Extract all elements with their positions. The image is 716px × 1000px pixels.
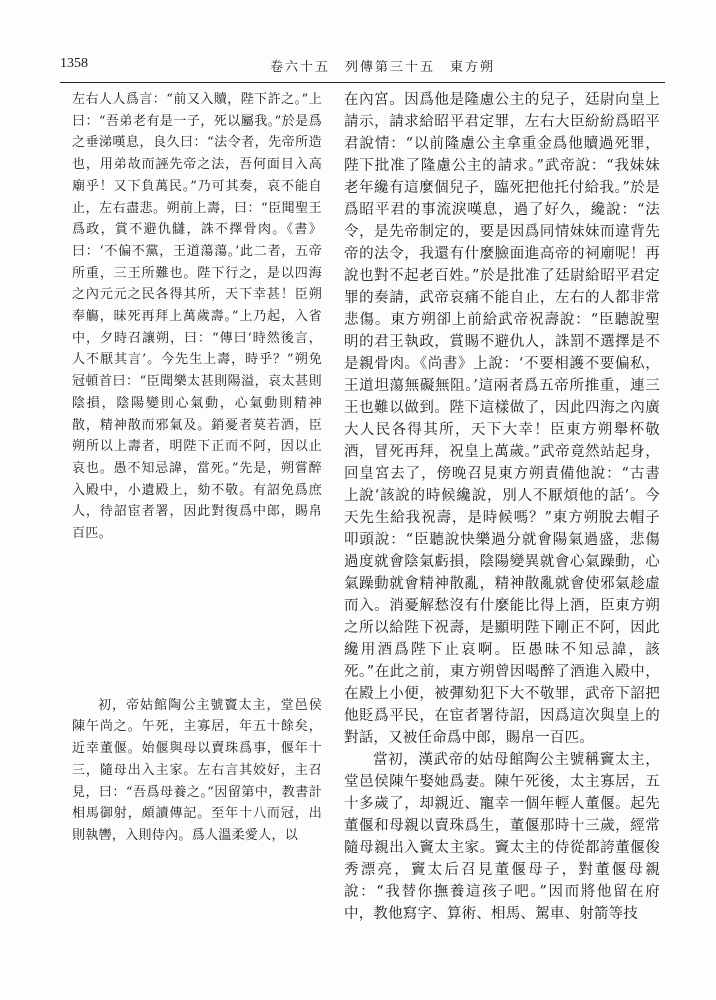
translation-paragraph: 當初，漢武帝的姑母館陶公主號稱竇太主，堂邑侯陳午娶她爲妻。陳午死後，太主寡居，五十多歲了，却親近、寵幸一個年輕人董偃。起先董偃和母親以賣珠爲生，董偃那時十三歲，經常隨母親出入竇太主家。竇太主的侍從都誇董偃俊秀漂亮，竇太后召見董偃母子，對董偃母親說：“我替你撫養這孩子吧。”因而將他留在府中，教他寫字、算術、相馬、駕車、射箭等技 — [344, 752, 660, 922]
classical-paragraph: 初，帝姑館陶公主號竇太主，堂邑侯陳午尚之。午死，主寡居，年五十餘矣，近幸董偃。始偃與母以賣珠爲事，偃年十三，隨母出入主家。左右言其姣好，主召見，曰：“吾爲母養之。”因留第中，教書計相馬御射，頗讀傳記。至年十八而冠，出則執轡，入則侍內。爲人溫柔愛人，以 — [72, 697, 322, 843]
classical-text-column — [72, 89, 322, 847]
translation-paragraph: 在內宮。因爲他是隆慮公主的兒子，廷尉向皇上請示，請求給昭平君定罪，左右大臣紛紛爲昭平君說情：“以前隆慮公主拿重金爲他贖過死罪，陛下批准了隆慮公主的請求。”武帝說：“我妹妹老年纔有這麼個兒子，臨死把他托付給我。”於是爲昭平君的事流淚嘆息，過了好久，纔說：“法令，是先帝制定的，要是因爲同情妹妹而違背先帝的法令，我還有什麼臉面進高帝的祠廟呢！再說也對不起老百姓。”於是批准了廷尉給昭平君定罪的奏請，武帝哀痛不能自止，左右的人都非常悲傷。東方朔卻上前給武帝祝壽說：“臣聽說聖明的君王執政，賞賜不避仇人，誅罰不選擇是不是親骨肉。《尚書》上說：‘不要相護不要偏私，王道坦蕩無礙無阻。’這兩者爲五帝所推重，連三王也難以做到。陛下這樣做了，因此四海之內廣大人民各得其所，天下大幸！臣東方朔舉杯敬酒，冒死再拜，祝皇上萬歲。”武帝竟然站起身，回皇宮去了，傍晚召見東方朔責備他說：“古書上說‘該說的時候纔說，別人不厭煩他的話’。今天先生給我祝壽，是時候嗎？”東方朔脫去帽子叩頭說：“臣聽說快樂過分就會陽氣過盛，悲傷過度就會陰氣虧損，陰陽變異就會心氣躁動，心氣躁動就會精神散亂，精神散亂就會使邪氣趁虛而入。消憂解愁沒有什麼能比得上酒，臣東方朔之所以給陛下祝壽，是顯明陛下剛正不阿，因此纔用酒爲陛下止哀啊。臣愚昧不知忌諱，該死。”在此之前，東方朔曾因喝醉了酒進入殿中，在殿上小便，被彈劾犯下大不敬罪，武帝下詔把他貶爲平民，在宦者署待詔，因爲這次與皇上的對話，又被任命爲中郎，賜帛一百匹。 — [344, 92, 660, 746]
translation-column — [344, 89, 660, 925]
classical-paragraph: 左右人人爲言：“前又入贖，陛下許之。”上曰：“吾弟老有是一子，死以屬我。”於是爲之垂涕嘆息，良久曰：“法令者，先帝所造也，用弟故而誣先帝之法，吾何面目入高廟乎！又下負萬民。”乃可其奏，哀不能自止，左右盡悲。朔前上壽，曰：“臣聞聖王爲政，賞不避仇讎，誅不擇骨肉。《書》曰：‘不偏不黨，王道蕩蕩。’此二者，五帝所重，三王所難也。陛下行之，是以四海之內元元之民各得其所，天下幸甚！臣朔奉觴，昧死再拜上萬歲壽。”上乃起，入省中，夕時召讓朔，曰：“傳曰‘時然後言，人不厭其言’。今先生上壽，時乎？”朔免冠頓首曰：“臣聞樂太甚則陽溢，哀太甚則陰損，陰陽變則心氣動，心氣動則精神散，精神散而邪氣及。銷憂者莫若酒，臣朔所以上壽者，明陛下正而不阿，因以止哀也。愚不知忌諱，當死。”先是，朔嘗醉入殿中，小遺殿上，劾不敬。有詔免爲庶人，待詔宦者署，因此對復爲中郎，賜帛百匹。 — [72, 92, 322, 542]
header-rule — [60, 82, 665, 83]
page-header — [60, 56, 665, 78]
running-title: 卷六十五 列傳第三十五 東方朔 — [270, 60, 496, 75]
page-number: 1358 — [60, 56, 88, 71]
